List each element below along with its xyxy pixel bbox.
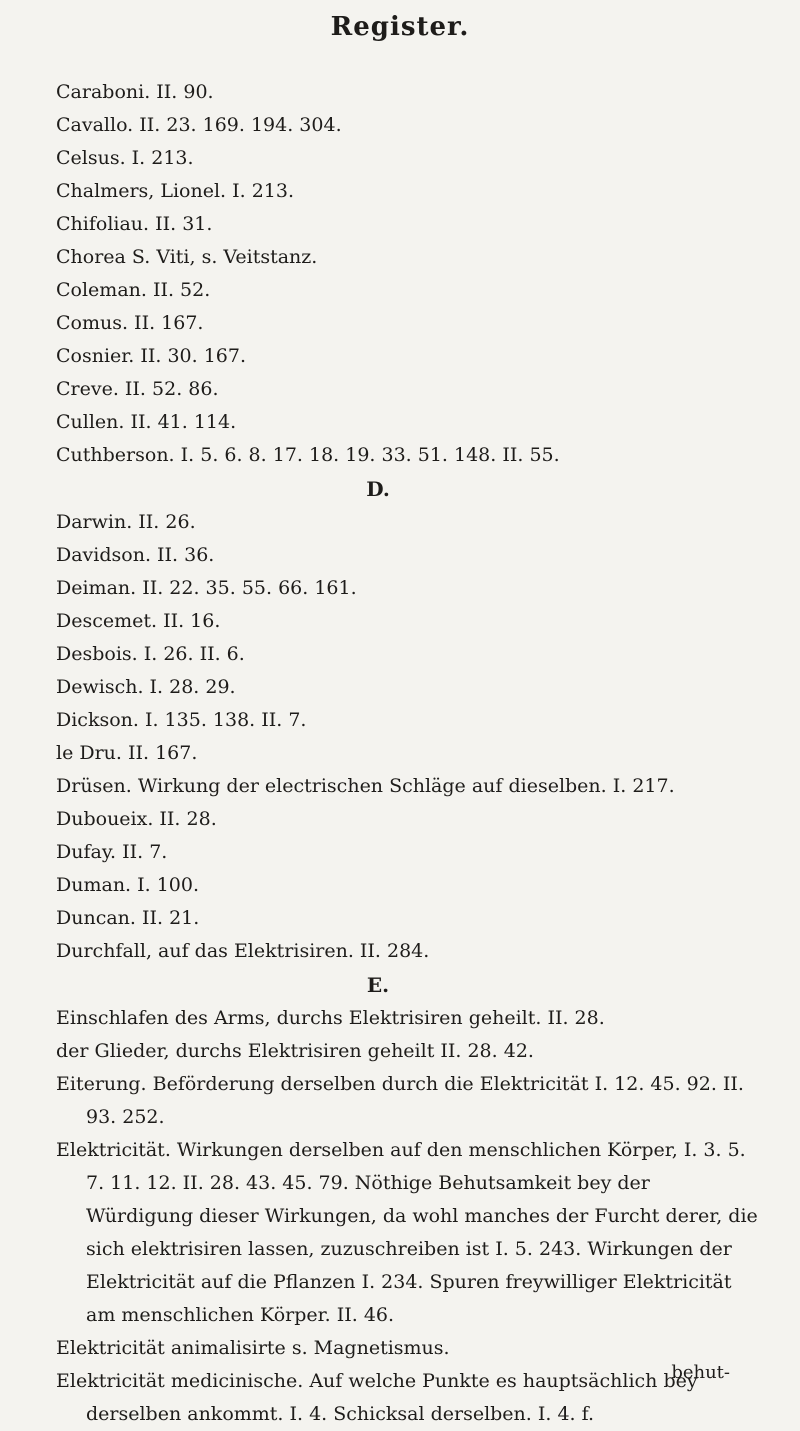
index-entry: Elektricität medicinische. Auf welche Punkte es hauptsächlich bey derselben ankommt. I. 4. Schicksal derselben. I. 4. f. bbox=[56, 1370, 698, 1425]
index-entry: Cuthberson. I. 5. 6. 8. 17. 18. 19. 33. 51. 148. II. 55. bbox=[56, 444, 560, 466]
index-entry: le Dru. II. 167. bbox=[56, 742, 198, 764]
index-entry: Chifoliau. II. 31. bbox=[56, 213, 213, 235]
page-title: Register. bbox=[330, 12, 470, 42]
index-entry: Darwin. II. 26. bbox=[56, 511, 196, 533]
index-section bbox=[56, 76, 760, 472]
index-entry: Elektricität. Wirkungen derselben auf den menschlichen Körper, I. 3. 5. 7. 11. 12. II. 28. 43. 45. 79. Nöthige Behutsamkeit bey der Würdigung dieser Wirkungen, da wohl manches der Furcht derer, die sich elektrisiren lassen, zuzuschreiben ist I. 5. 243. Wirkungen der Elektricität auf die Pflanzen I. 234. Spuren freywilliger Elektricität am menschlichen Körper. II. 46. bbox=[56, 1139, 758, 1326]
index-entry: Desbois. I. 26. II. 6. bbox=[56, 643, 245, 665]
section-letter: D. bbox=[366, 477, 390, 501]
index-entry: Duncan. II. 21. bbox=[56, 907, 200, 929]
index-list bbox=[56, 76, 760, 1431]
index-entry: Chorea S. Viti, s. Veitstanz. bbox=[56, 246, 318, 268]
index-entry: Eiterung. Beförderung derselben durch die Elektricität I. 12. 45. 92. II. 93. 252. bbox=[56, 1073, 744, 1128]
index-entry: Celsus. I. 213. bbox=[56, 147, 194, 169]
index-entry: Creve. II. 52. 86. bbox=[56, 378, 219, 400]
index-entry: Comus. II. 167. bbox=[56, 312, 204, 334]
index-entry: Duboueix. II. 28. bbox=[56, 808, 217, 830]
index-entry: Dickson. I. 135. 138. II. 7. bbox=[56, 709, 307, 731]
index-entry: Dufay. II. 7. bbox=[56, 841, 168, 863]
index-entry: Chalmers, Lionel. I. 213. bbox=[56, 180, 295, 202]
index-entry: Duman. I. 100. bbox=[56, 874, 200, 896]
index-entry: Coleman. II. 52. bbox=[56, 279, 211, 301]
index-entry: Cullen. II. 41. 114. bbox=[56, 411, 237, 433]
catchword: behut- bbox=[671, 1362, 730, 1383]
section-letter: E. bbox=[366, 973, 390, 997]
index-entry: Deiman. II. 22. 35. 55. 66. 161. bbox=[56, 577, 357, 599]
index-entry: Cavallo. II. 23. 169. 194. 304. bbox=[56, 114, 342, 136]
index-entry: Davidson. II. 36. bbox=[56, 544, 215, 566]
index-section bbox=[56, 968, 760, 1431]
index-entry: Dewisch. I. 28. 29. bbox=[56, 676, 236, 698]
index-entry: Einschlafen des Arms, durchs Elektrisiren geheilt. II. 28. bbox=[56, 1007, 605, 1029]
index-entry: der Glieder, durchs Elektrisiren geheilt II. 28. 42. bbox=[56, 1040, 534, 1062]
index-entry: Caraboni. II. 90. bbox=[56, 81, 214, 103]
index-entry: Descemet. II. 16. bbox=[56, 610, 221, 632]
index-entry: Drüsen. Wirkung der electrischen Schläge auf dieselben. I. 217. bbox=[56, 775, 675, 797]
index-entry: Elektricität animalisirte s. Magnetismus. bbox=[56, 1337, 450, 1359]
index-entry: Cosnier. II. 30. 167. bbox=[56, 345, 247, 367]
index-entry: Durchfall, auf das Elektrisiren. II. 284. bbox=[56, 940, 430, 962]
index-section bbox=[56, 472, 760, 968]
